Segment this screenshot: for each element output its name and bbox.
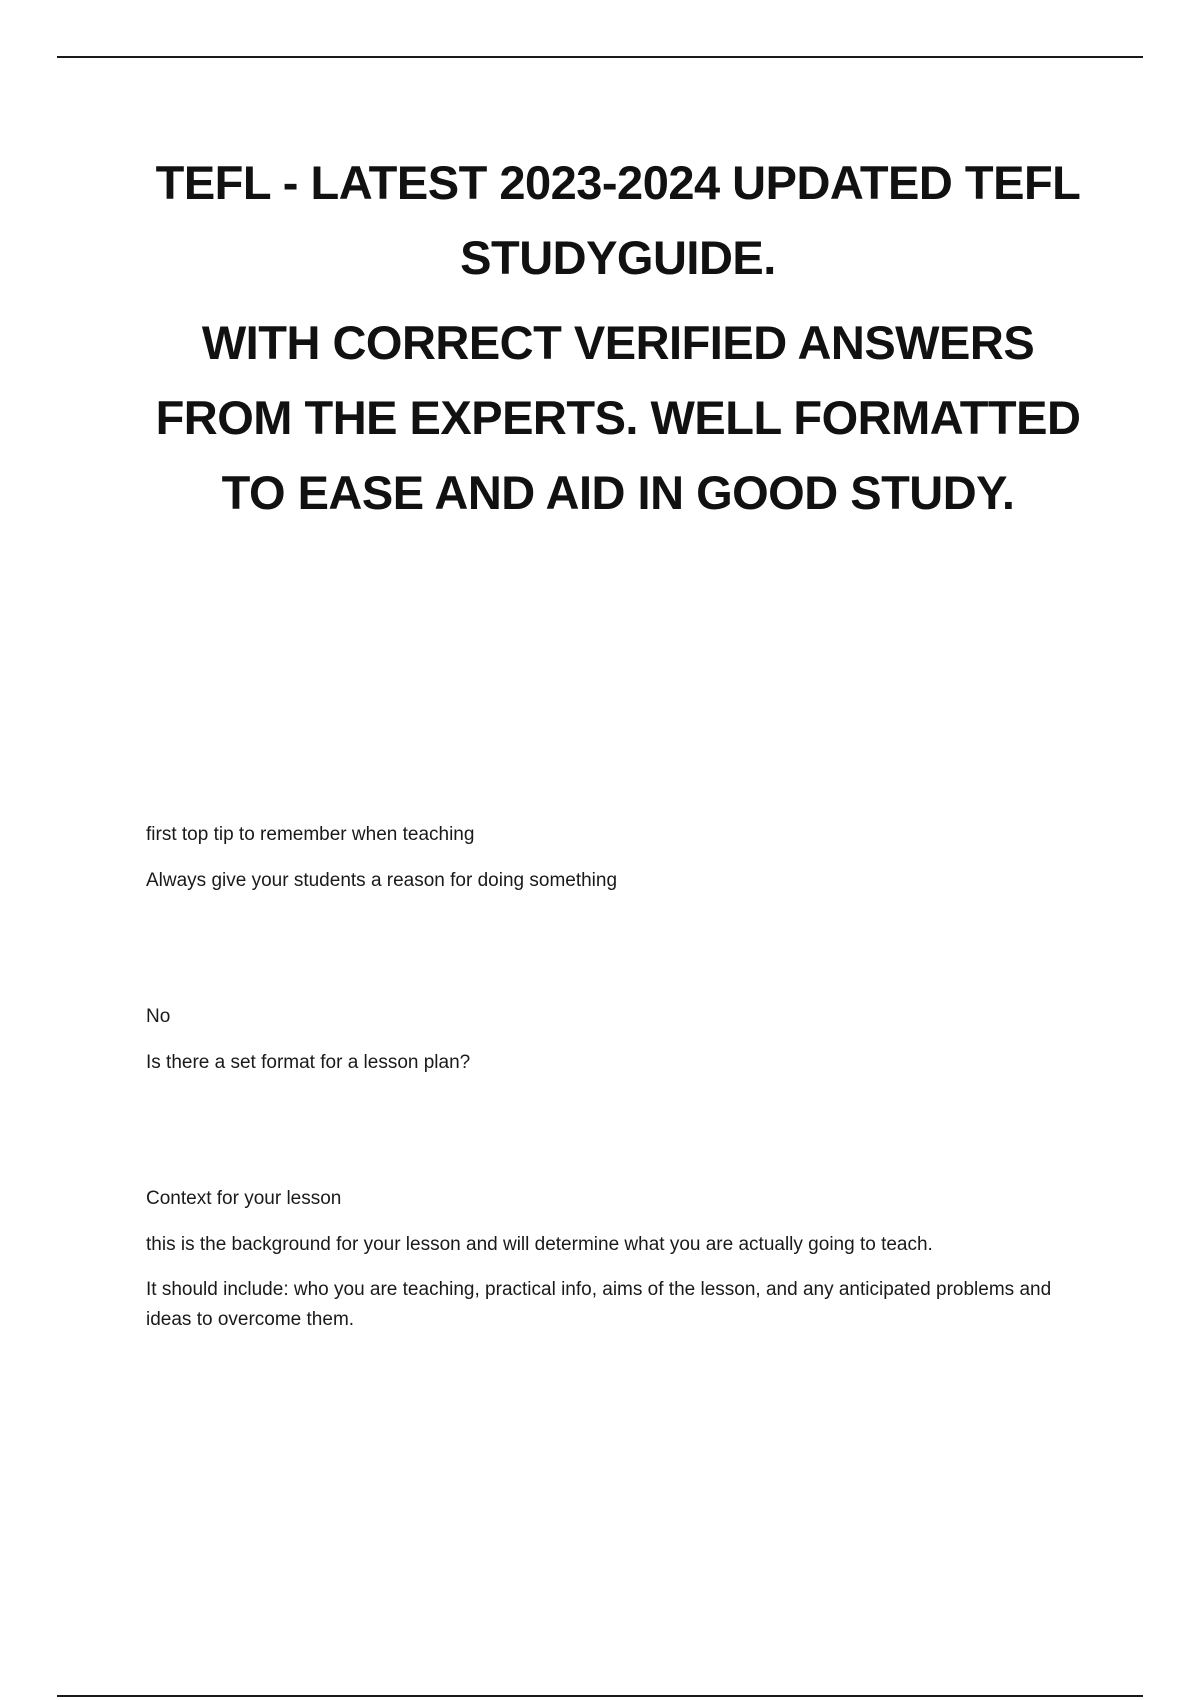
document-title-line-2: STUDYGUIDE. bbox=[460, 231, 776, 284]
qa-item-1-line-2: Always give your students a reason for doing something bbox=[146, 870, 618, 891]
qa-item-2-line-2: Is there a set format for a lesson plan? bbox=[146, 1052, 471, 1073]
qa-item-1 bbox=[146, 820, 1086, 896]
document-subtitle-line-2: FROM THE EXPERTS. WELL FORMATTED bbox=[155, 391, 1081, 444]
qa-item-3-line-2: this is the background for your lesson and will determine what you are actually going to teach. bbox=[146, 1234, 933, 1255]
qa-item-1-line-1: first top tip to remember when teaching bbox=[146, 824, 475, 845]
document-subtitle-line-1: WITH CORRECT VERIFIED ANSWERS bbox=[201, 316, 1035, 369]
title-block bbox=[110, 145, 1126, 530]
document-title-line-1: TEFL - LATEST 2023-2024 UPDATED TEFL bbox=[155, 156, 1081, 209]
footer-rule bbox=[57, 1695, 1143, 1697]
qa-item-2-line-1: No bbox=[146, 1006, 171, 1027]
qa-item-3 bbox=[146, 1184, 1086, 1335]
qa-item-3-line-1: Context for your lesson bbox=[146, 1188, 342, 1209]
header-rule bbox=[57, 56, 1143, 58]
qa-item-3-line-3: It should include: who you are teaching, practical info, aims of the lesson, and any anticipated problems and ideas to overcome them. bbox=[146, 1279, 1052, 1330]
qa-item-2 bbox=[146, 1002, 1086, 1078]
document-subtitle-line-3: TO EASE AND AID IN GOOD STUDY. bbox=[221, 466, 1015, 519]
